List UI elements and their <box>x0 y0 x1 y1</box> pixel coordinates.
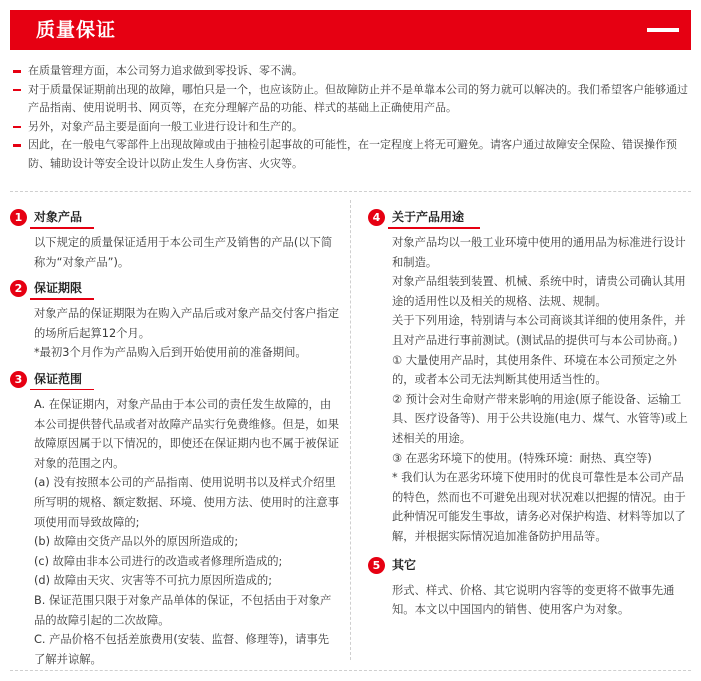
section-paragraph: (c) 故障由非本公司进行的改造或者修理所造成的; <box>34 554 283 568</box>
section-number-badge: 5 <box>368 557 385 574</box>
intro-item <box>12 81 696 118</box>
intro-text: 另外，对象产品主要是面向一般工业进行设计和生产的。 <box>28 119 303 133</box>
section-warranty-scope <box>10 369 340 669</box>
section-paragraph: 对象产品均以一般工业环境中使用的通用品为标准进行设计和制造。 <box>392 236 686 269</box>
page-title: 质量保证 <box>36 19 117 41</box>
intro-list <box>12 62 696 173</box>
header-banner <box>10 10 691 50</box>
intro-text: 因此，在一般电气零部件上出现故障或由于抽检引起事故的可能性，在一定程度上将无可避免。请客户通过故障安全保险、错误操作预防、辅助设计等安全设计以防止发生人身伤害、火灾等。 <box>28 138 677 170</box>
section-paragraph: (d) 故障由天灾、灾害等不可抗力原因所造成的; <box>34 574 273 588</box>
section-paragraph: ① 大量使用产品时，其使用条件、环境在本公司预定之外的，或者本公司无法判断其使用适当性的。 <box>392 353 677 387</box>
dash-bullet-icon <box>13 89 21 92</box>
section-title: 对象产品 <box>34 210 83 224</box>
section-paragraph: 关于下列用途，特别请与本公司商谈其详细的使用条件，并且对产品进行事前测试。(测试品的提供可与本公司协商。) <box>392 314 686 347</box>
section-paragraph: 对象产品组装到装置、机械、系统中时，请贵公司确认其用途的适用性以及相关的规格、法规、规制。 <box>392 275 686 308</box>
section-paragraph: 对象产品的保证期限为在购入产品后或对象产品交付客户指定的场所后起算12个月。 <box>34 307 340 340</box>
section-target-products <box>10 207 340 272</box>
intro-item <box>12 118 696 137</box>
section-paragraph: ② 预计会对生命财产带来影响的用途(原子能设备、运输工具、医疗设备等)、用于公共设施(电力、煤气、水管等)或上述相关的用途。 <box>392 392 688 445</box>
section-product-usage <box>368 207 694 547</box>
intro-text: 在质量管理方面，本公司努力追求做到零投诉、零不满。 <box>28 64 303 77</box>
section-header <box>368 207 694 229</box>
section-paragraph: (a) 没有按照本公司的产品指南、使用说明书以及样式介绍里所写明的规格、额定数据、环境、使用方法、使用时的注意事项使用而导致故障的; <box>34 476 340 529</box>
section-number-badge: 2 <box>10 280 27 297</box>
section-number-badge: 1 <box>10 209 27 226</box>
section-paragraph: 形式、样式、价格、其它说明内容等的变更将不做事先通知。本文以中国国内的销售、使用客户为对象。 <box>392 583 675 617</box>
section-header <box>10 207 340 229</box>
section-number-badge: 4 <box>368 209 385 226</box>
title-underline <box>30 389 94 391</box>
title-underline <box>30 227 94 229</box>
section-paragraph: ③ 在恶劣环境下的使用。(特殊环境：耐热、真空等) <box>392 451 652 465</box>
section-number-badge: 3 <box>10 371 27 388</box>
intro-item <box>12 62 696 81</box>
section-paragraph: (b) 故障由交货产品以外的原因所造成的; <box>34 535 239 549</box>
intro-text: 对于质量保证期前出现的故障，哪怕只是一个，也应该防止。但故障防止并不是单靠本公司的努力就可以解决的。我们希望客户能够通过产品指南、使用说明书、网页等，在充分理解产品的功能、样式的基础上正确使用产品。 <box>28 82 688 114</box>
section-header <box>10 278 340 300</box>
dash-bullet-icon <box>13 70 21 73</box>
banner-dash-icon <box>647 28 679 32</box>
intro-item <box>12 136 696 173</box>
column-divider <box>350 200 351 660</box>
section-paragraph: * 我们认为在恶劣环境下使用时的优良可靠性是本公司产品的特色，然而也不可避免出现对状况难以把握的情况。由于此种情况可能发生事故，请务必对保护构造、材料等加以了解，并根据实际情况追加准备防护用品等。 <box>392 471 686 543</box>
section-title: 关于产品用途 <box>392 210 465 224</box>
right-column <box>368 207 694 626</box>
section-warranty-period <box>10 278 340 363</box>
section-paragraph: *最初3个月作为产品购入后到开始使用前的准备期间。 <box>34 346 307 360</box>
dash-bullet-icon <box>13 144 21 147</box>
section-other <box>368 555 694 620</box>
top-divider <box>10 191 691 192</box>
section-paragraph: C. 产品价格不包括差旅费用(安装、监督、修理等)，请事先了解并谅解。 <box>34 633 330 666</box>
title-underline <box>30 298 94 300</box>
left-column <box>10 207 340 675</box>
section-title: 保证期限 <box>34 281 83 296</box>
section-title: 其它 <box>392 557 417 572</box>
dash-bullet-icon <box>13 126 21 129</box>
section-header <box>10 369 340 391</box>
section-paragraph: B. 保证范围只限于对象产品单体的保证，不包括由于对象产品的故障引起的二次故障。 <box>34 593 332 627</box>
title-underline <box>388 227 480 229</box>
section-paragraph: 以下规定的质量保证适用于本公司生产及销售的产品(以下简称为“对象产品”)。 <box>34 236 333 269</box>
section-paragraph: A. 在保证期内，对象产品由于本公司的责任发生故障的，由本公司提供替代品或者对故障产品实行免费维修。但是，如果故障原因属于以下情况的，即使还在保证期内也不属于被保证对象的范围之内。 <box>34 397 340 470</box>
section-header <box>368 555 694 577</box>
section-title: 保证范围 <box>34 371 83 386</box>
